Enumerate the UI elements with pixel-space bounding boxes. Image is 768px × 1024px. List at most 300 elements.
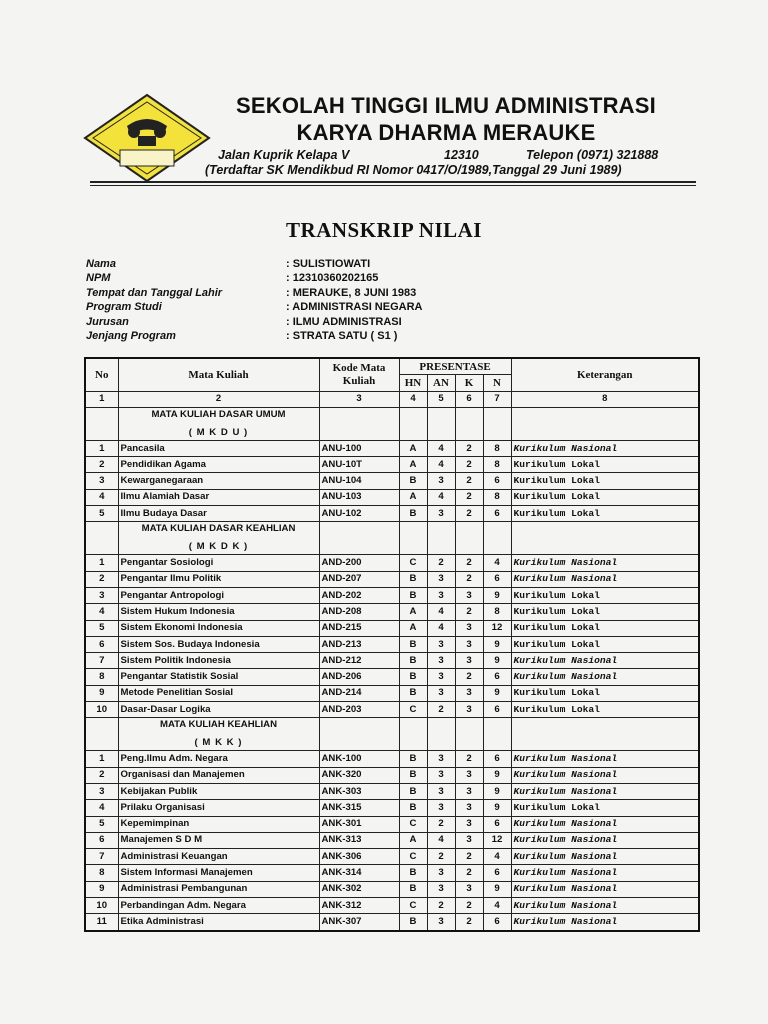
course-row [85, 849, 699, 865]
grade-k: 2 [455, 571, 483, 587]
grade-hn: B [399, 800, 427, 816]
course-no: 10 [85, 702, 118, 718]
course-row [85, 914, 699, 931]
grade-n: 6 [483, 914, 511, 931]
course-row [85, 832, 699, 848]
grade-hn: B [399, 881, 427, 897]
document-title: TRANSKRIP NILAI [286, 218, 482, 242]
info-row [86, 315, 422, 329]
course-keterangan: Kurikulum Nasional [511, 555, 699, 571]
section-spacer [483, 718, 511, 751]
grade-an: 3 [427, 800, 455, 816]
section-spacer [319, 407, 399, 440]
grade-k: 2 [455, 865, 483, 881]
grade-an: 3 [427, 669, 455, 685]
course-code: ANK-313 [319, 832, 399, 848]
grade-k: 2 [455, 669, 483, 685]
course-no: 5 [85, 816, 118, 832]
info-row [86, 300, 422, 314]
info-value: : SULISTIOWATI [286, 258, 371, 270]
section-title [118, 718, 319, 751]
course-code: AND-206 [319, 669, 399, 685]
course-code: ANK-100 [319, 751, 399, 767]
grade-hn: B [399, 783, 427, 799]
course-code: AND-207 [319, 571, 399, 587]
course-code: AND-208 [319, 604, 399, 620]
section-title-text: MATA KULIAH KEAHLIAN [159, 719, 278, 731]
course-code: ANU-104 [319, 473, 399, 489]
course-keterangan: Kurikulum Lokal [511, 457, 699, 473]
course-keterangan: Kurikulum Nasional [511, 653, 699, 669]
grade-k: 2 [455, 473, 483, 489]
grade-k: 2 [455, 898, 483, 914]
course-name: Peng.Ilmu Adm. Negara [118, 751, 319, 767]
course-no: 2 [85, 571, 118, 587]
institution-logo [82, 92, 212, 184]
grade-k: 2 [455, 751, 483, 767]
grade-n: 9 [483, 881, 511, 897]
course-name: Sistem Sos. Budaya Indonesia [118, 636, 319, 652]
course-name: Manajemen S D M [118, 832, 319, 848]
grade-k: 2 [455, 506, 483, 522]
grade-hn: B [399, 767, 427, 783]
grade-k: 2 [455, 604, 483, 620]
course-row [85, 685, 699, 701]
grade-n: 6 [483, 506, 511, 522]
course-name: Kepemimpinan [118, 816, 319, 832]
grade-k: 3 [455, 767, 483, 783]
course-keterangan: Kurikulum Nasional [511, 751, 699, 767]
grade-hn: A [399, 457, 427, 473]
grades-body [85, 391, 699, 931]
header-presentase: PRESENTASE [399, 358, 511, 375]
course-row [85, 555, 699, 571]
section-spacer [427, 407, 455, 440]
section-spacer [483, 407, 511, 440]
grade-hn: B [399, 751, 427, 767]
course-no: 2 [85, 767, 118, 783]
course-name: Etika Administrasi [118, 914, 319, 931]
grade-an: 2 [427, 849, 455, 865]
course-code: AND-215 [319, 620, 399, 636]
course-name: Sistem Informasi Manajemen [118, 865, 319, 881]
header-k: K [455, 375, 483, 391]
course-row [85, 587, 699, 603]
grade-an: 3 [427, 587, 455, 603]
course-row [85, 881, 699, 897]
section-header-row [85, 718, 699, 751]
course-row [85, 865, 699, 881]
course-row [85, 571, 699, 587]
grade-an: 2 [427, 702, 455, 718]
course-keterangan: Kurikulum Lokal [511, 685, 699, 701]
grade-n: 9 [483, 783, 511, 799]
course-no: 3 [85, 587, 118, 603]
course-keterangan: Kurikulum Nasional [511, 881, 699, 897]
course-name: Pendidikan Agama [118, 457, 319, 473]
grade-an: 3 [427, 506, 455, 522]
course-name: Pengantar Sosiologi [118, 555, 319, 571]
header-no: No [85, 358, 118, 391]
section-spacer [511, 407, 699, 440]
phone-number: Telepon (0971) 321888 [526, 148, 659, 162]
section-spacer [427, 718, 455, 751]
section-title [118, 407, 319, 440]
grade-n: 8 [483, 604, 511, 620]
grade-k: 2 [455, 489, 483, 505]
info-label: Nama [86, 258, 116, 270]
section-spacer [511, 718, 699, 751]
course-no: 11 [85, 914, 118, 931]
course-keterangan: Kurikulum Nasional [511, 898, 699, 914]
grade-k: 3 [455, 832, 483, 848]
course-no: 1 [85, 555, 118, 571]
grade-k: 3 [455, 685, 483, 701]
info-value: : 12310360202165 [286, 272, 379, 285]
grade-k: 2 [455, 849, 483, 865]
course-name: Ilmu Alamiah Dasar [118, 489, 319, 505]
course-code: AND-213 [319, 636, 399, 652]
column-number-row [85, 391, 699, 407]
student-info [86, 257, 422, 343]
grade-n: 12 [483, 620, 511, 636]
column-number: 6 [455, 391, 483, 407]
info-label: NPM [86, 272, 111, 285]
course-no: 4 [85, 489, 118, 505]
grade-hn: A [399, 832, 427, 848]
grade-an: 3 [427, 914, 455, 931]
registration-line: (Terdaftar SK Mendikbud RI Nomor 0417/O/1989,Tanggal 29 Juni 1989) [205, 163, 622, 177]
course-no: 1 [85, 440, 118, 456]
grade-k: 3 [455, 783, 483, 799]
course-code: ANU-103 [319, 489, 399, 505]
grade-k: 2 [455, 914, 483, 931]
course-no: 1 [85, 751, 118, 767]
column-number: 7 [483, 391, 511, 407]
section-title-text: MATA KULIAH DASAR UMUM [151, 408, 286, 420]
course-keterangan: Kurikulum Lokal [511, 473, 699, 489]
grade-n: 6 [483, 473, 511, 489]
course-keterangan: Kurikulum Nasional [511, 816, 699, 832]
grade-an: 3 [427, 865, 455, 881]
course-row [85, 702, 699, 718]
course-no: 4 [85, 800, 118, 816]
section-spacer [85, 718, 118, 751]
grade-hn: B [399, 685, 427, 701]
grade-n: 9 [483, 587, 511, 603]
course-keterangan: Kurikulum Lokal [511, 800, 699, 816]
course-no: 5 [85, 506, 118, 522]
grade-k: 2 [455, 555, 483, 571]
course-no: 7 [85, 849, 118, 865]
info-value: : ILMU ADMINISTRASI [286, 315, 402, 328]
course-name: Pengantar Antropologi [118, 587, 319, 603]
course-row [85, 783, 699, 799]
course-name: Kebijakan Publik [118, 783, 319, 799]
info-row [86, 257, 422, 271]
grade-n: 9 [483, 767, 511, 783]
section-spacer [399, 718, 427, 751]
grade-hn: A [399, 620, 427, 636]
course-keterangan: Kurikulum Nasional [511, 440, 699, 456]
grade-hn: B [399, 669, 427, 685]
course-no: 2 [85, 457, 118, 473]
course-row [85, 604, 699, 620]
course-keterangan: Kurikulum Nasional [511, 669, 699, 685]
course-no: 9 [85, 685, 118, 701]
course-name: Dasar-Dasar Logika [118, 702, 319, 718]
grade-n: 6 [483, 865, 511, 881]
grade-an: 3 [427, 751, 455, 767]
course-no: 4 [85, 604, 118, 620]
course-code: ANK-320 [319, 767, 399, 783]
info-value: : MERAUKE, 8 JUNI 1983 [286, 286, 417, 299]
course-code: ANU-10T [319, 457, 399, 473]
info-value: : ADMINISTRASI NEGARA [286, 301, 423, 314]
course-name: Administrasi Keuangan [118, 849, 319, 865]
grade-hn: B [399, 636, 427, 652]
course-keterangan: Kurikulum Nasional [511, 865, 699, 881]
grade-n: 9 [483, 636, 511, 652]
grade-n: 6 [483, 816, 511, 832]
section-abbr: ( M K D U ) [188, 426, 249, 438]
course-code: ANU-102 [319, 506, 399, 522]
grade-an: 4 [427, 440, 455, 456]
header-keterangan: Keterangan [511, 358, 699, 391]
grade-n: 9 [483, 800, 511, 816]
course-code: ANK-301 [319, 816, 399, 832]
section-title [118, 522, 319, 555]
grade-an: 4 [427, 489, 455, 505]
course-no: 5 [85, 620, 118, 636]
grade-hn: A [399, 440, 427, 456]
course-row [85, 636, 699, 652]
course-row [85, 767, 699, 783]
course-code: ANK-315 [319, 800, 399, 816]
grade-hn: C [399, 849, 427, 865]
course-keterangan: Kurikulum Lokal [511, 587, 699, 603]
section-spacer [399, 407, 427, 440]
header-an: AN [427, 375, 455, 391]
course-code: AND-212 [319, 653, 399, 669]
course-keterangan: Kurikulum Lokal [511, 636, 699, 652]
street-address: Jalan Kuprik Kelapa V [218, 148, 350, 162]
course-row [85, 473, 699, 489]
section-spacer [511, 522, 699, 555]
grade-hn: A [399, 604, 427, 620]
course-keterangan: Kurikulum Nasional [511, 783, 699, 799]
course-row [85, 898, 699, 914]
course-code: AND-203 [319, 702, 399, 718]
grade-an: 3 [427, 767, 455, 783]
column-number: 3 [319, 391, 399, 407]
course-keterangan: Kurikulum Nasional [511, 914, 699, 931]
course-name: Pengantar Ilmu Politik [118, 571, 319, 587]
grade-an: 3 [427, 685, 455, 701]
institution-name [216, 92, 676, 146]
grade-k: 3 [455, 636, 483, 652]
course-keterangan: Kurikulum Lokal [511, 604, 699, 620]
grade-hn: C [399, 898, 427, 914]
section-abbr: ( M K D K ) [188, 541, 249, 553]
grade-k: 2 [455, 440, 483, 456]
section-spacer [427, 522, 455, 555]
grade-n: 6 [483, 702, 511, 718]
grade-an: 3 [427, 783, 455, 799]
course-row [85, 506, 699, 522]
header-kode: Kode Mata Kuliah [319, 358, 399, 391]
course-code: AND-200 [319, 555, 399, 571]
section-spacer [455, 407, 483, 440]
course-code: ANK-303 [319, 783, 399, 799]
section-header-row [85, 522, 699, 555]
course-row [85, 489, 699, 505]
section-spacer [85, 407, 118, 440]
course-keterangan: Kurikulum Nasional [511, 767, 699, 783]
grade-n: 4 [483, 849, 511, 865]
grade-hn: A [399, 489, 427, 505]
grade-n: 9 [483, 685, 511, 701]
header-mata-kuliah: Mata Kuliah [118, 358, 319, 391]
grade-k: 3 [455, 816, 483, 832]
header-hn: HN [399, 375, 427, 391]
info-row [86, 329, 422, 343]
course-keterangan: Kurikulum Lokal [511, 506, 699, 522]
course-row [85, 751, 699, 767]
grade-k: 3 [455, 800, 483, 816]
course-no: 6 [85, 832, 118, 848]
course-row [85, 800, 699, 816]
info-label: Jenjang Program [86, 330, 176, 343]
institution-name-line2: KARYA DHARMA MERAUKE [296, 120, 596, 145]
section-spacer [319, 522, 399, 555]
course-no: 3 [85, 783, 118, 799]
grade-n: 6 [483, 571, 511, 587]
grade-n: 12 [483, 832, 511, 848]
grade-hn: C [399, 816, 427, 832]
course-row [85, 816, 699, 832]
course-keterangan: Kurikulum Nasional [511, 571, 699, 587]
column-number: 1 [85, 391, 118, 407]
info-row [86, 271, 422, 285]
grade-an: 3 [427, 881, 455, 897]
course-name: Ilmu Budaya Dasar [118, 506, 319, 522]
course-code: ANK-306 [319, 849, 399, 865]
column-number: 8 [511, 391, 699, 407]
address-line [218, 148, 658, 162]
grade-n: 6 [483, 669, 511, 685]
grade-an: 2 [427, 898, 455, 914]
grade-n: 8 [483, 440, 511, 456]
grade-an: 4 [427, 457, 455, 473]
grade-an: 3 [427, 571, 455, 587]
course-name: Sistem Politik Indonesia [118, 653, 319, 669]
course-code: ANK-314 [319, 865, 399, 881]
course-name: Administrasi Pembangunan [118, 881, 319, 897]
grade-n: 9 [483, 653, 511, 669]
course-keterangan: Kurikulum Lokal [511, 702, 699, 718]
grade-hn: B [399, 914, 427, 931]
info-label: Program Studi [86, 301, 162, 314]
info-label: Jurusan [86, 315, 129, 328]
course-code: AND-202 [319, 587, 399, 603]
section-spacer [319, 718, 399, 751]
grade-n: 4 [483, 898, 511, 914]
grade-n: 8 [483, 457, 511, 473]
course-row [85, 440, 699, 456]
section-spacer [399, 522, 427, 555]
course-name: Pancasila [118, 440, 319, 456]
grade-hn: C [399, 555, 427, 571]
course-name: Pengantar Statistik Sosial [118, 669, 319, 685]
course-keterangan: Kurikulum Lokal [511, 489, 699, 505]
course-name: Metode Penelitian Sosial [118, 685, 319, 701]
section-abbr: ( M K K ) [194, 737, 243, 749]
course-no: 7 [85, 653, 118, 669]
grade-an: 2 [427, 816, 455, 832]
course-row [85, 653, 699, 669]
grade-hn: B [399, 506, 427, 522]
info-row [86, 286, 422, 300]
course-no: 8 [85, 669, 118, 685]
grades-table [84, 357, 700, 932]
course-code: ANK-302 [319, 881, 399, 897]
course-row [85, 457, 699, 473]
grade-n: 4 [483, 555, 511, 571]
section-header-row [85, 407, 699, 440]
course-code: ANK-307 [319, 914, 399, 931]
grade-an: 3 [427, 653, 455, 669]
institution-name-line1: SEKOLAH TINGGI ILMU ADMINISTRASI [236, 93, 656, 118]
course-name: Prilaku Organisasi [118, 800, 319, 816]
course-keterangan: Kurikulum Nasional [511, 849, 699, 865]
grade-an: 3 [427, 636, 455, 652]
course-keterangan: Kurikulum Nasional [511, 832, 699, 848]
info-value: : STRATA SATU ( S1 ) [286, 330, 398, 343]
course-code: ANU-100 [319, 440, 399, 456]
section-spacer [483, 522, 511, 555]
column-number: 4 [399, 391, 427, 407]
grade-an: 4 [427, 620, 455, 636]
section-spacer [455, 522, 483, 555]
grade-an: 3 [427, 473, 455, 489]
course-name: Sistem Hukum Indonesia [118, 604, 319, 620]
course-no: 3 [85, 473, 118, 489]
grade-hn: B [399, 865, 427, 881]
course-no: 6 [85, 636, 118, 652]
grade-k: 3 [455, 653, 483, 669]
course-no: 9 [85, 881, 118, 897]
course-code: AND-214 [319, 685, 399, 701]
course-code: ANK-312 [319, 898, 399, 914]
course-no: 10 [85, 898, 118, 914]
grade-hn: C [399, 702, 427, 718]
column-number: 2 [118, 391, 319, 407]
grade-k: 2 [455, 457, 483, 473]
column-number: 5 [427, 391, 455, 407]
grade-n: 8 [483, 489, 511, 505]
course-no: 8 [85, 865, 118, 881]
course-name: Perbandingan Adm. Negara [118, 898, 319, 914]
course-name: Organisasi dan Manajemen [118, 767, 319, 783]
grade-hn: B [399, 571, 427, 587]
grade-k: 3 [455, 702, 483, 718]
course-name: Kewarganegaraan [118, 473, 319, 489]
grade-an: 2 [427, 555, 455, 571]
grade-hn: B [399, 653, 427, 669]
section-spacer [455, 718, 483, 751]
section-spacer [85, 522, 118, 555]
